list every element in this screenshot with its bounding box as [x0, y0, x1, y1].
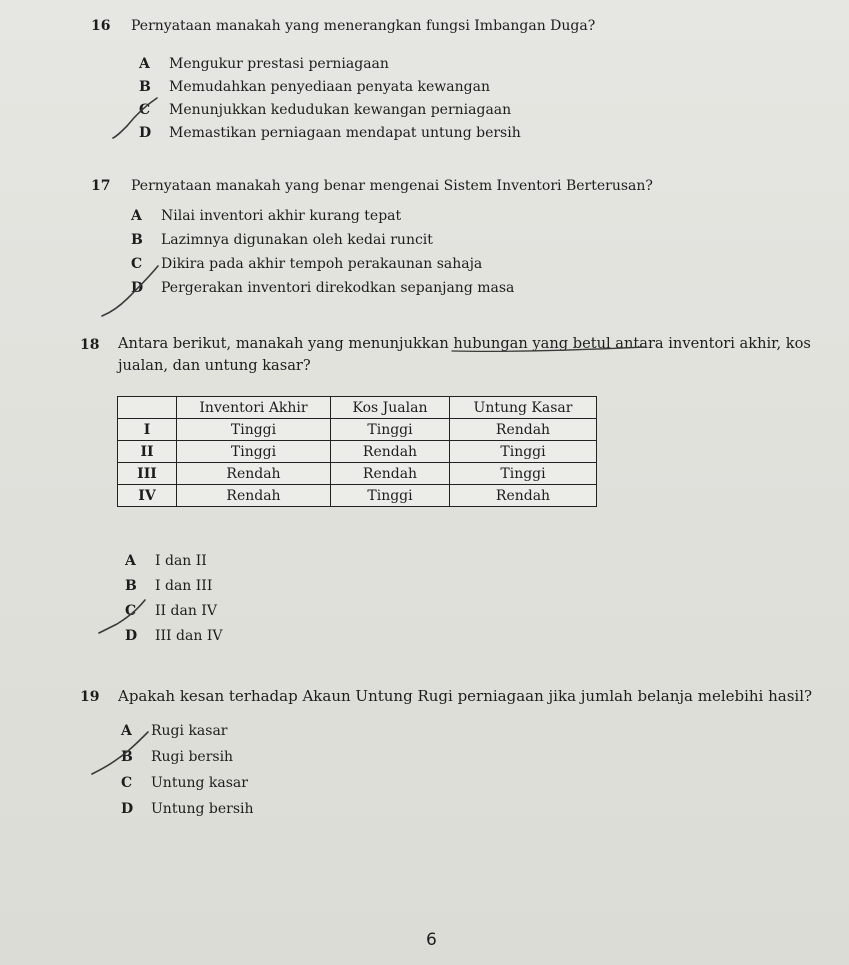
table-header-row [118, 397, 597, 419]
option-c[interactable]: C Dikira pada akhir tempoh perakaunan sahaja [131, 256, 483, 272]
option-c[interactable]: C Untung kasar [121, 775, 248, 791]
table-cell: Rendah [331, 463, 450, 485]
question-text: Apakah kesan terhadap Akaun Untung Rugi perniagaan jika jumlah belanja melebihi hasil? [118, 687, 813, 705]
table-cell: Tinggi [450, 441, 597, 463]
table-row [118, 463, 597, 485]
table-cell: III [118, 463, 177, 485]
option-b[interactable]: B Memudahkan penyediaan penyata kewangan [139, 79, 490, 95]
comparison-table [117, 396, 597, 507]
table-cell: I [118, 419, 177, 441]
pencil-answer-mark [88, 728, 158, 776]
question-text: Pernyataan manakah yang benar mengenai Sistem Inventori Berterusan? [131, 178, 653, 194]
option-a[interactable]: A I dan II [125, 553, 207, 569]
option-d[interactable]: D Memastikan perniagaan mendapat untung bersih [139, 125, 521, 141]
table-cell: Tinggi [177, 441, 331, 463]
option-b[interactable]: B I dan III [125, 578, 213, 594]
question-number: 18 [80, 337, 100, 353]
table-header-cell: Inventori Akhir [177, 397, 331, 419]
table-cell: Rendah [177, 463, 331, 485]
question-text-line-2: jualan, dan untung kasar? [118, 357, 311, 374]
table-row [118, 441, 597, 463]
pencil-underline [450, 343, 650, 355]
pencil-answer-mark [95, 596, 155, 636]
option-d[interactable]: D Pergerakan inventori direkodkan sepanjang masa [131, 280, 515, 296]
question-text-line-1: Antara berikut, manakah yang menunjukkan hubungan yang betul antara inventori akhir, kos [118, 335, 811, 352]
option-a[interactable]: A Rugi kasar [121, 723, 228, 739]
option-a[interactable]: A Mengukur prestasi perniagaan [139, 56, 389, 72]
table-cell: Tinggi [177, 419, 331, 441]
table-cell: Rendah [450, 485, 597, 507]
option-d[interactable]: D Untung bersih [121, 801, 254, 817]
table-header-cell: Untung Kasar [450, 397, 597, 419]
option-c[interactable]: C II dan IV [125, 603, 217, 619]
table-cell: Tinggi [331, 485, 450, 507]
table-cell: Tinggi [331, 419, 450, 441]
table-cell: Rendah [331, 441, 450, 463]
table-cell: II [118, 441, 177, 463]
table-header-cell [118, 397, 177, 419]
table-cell: Tinggi [450, 463, 597, 485]
table-cell: IV [118, 485, 177, 507]
option-c[interactable]: C Menunjukkan kedudukan kewangan perniagaan [139, 102, 512, 118]
table-header-cell: Kos Jualan [331, 397, 450, 419]
question-number: 17 [91, 178, 111, 194]
page-number: 6 [426, 930, 437, 950]
table-row [118, 485, 597, 507]
option-b[interactable]: B Rugi bersih [121, 749, 234, 765]
table-cell: Rendah [177, 485, 331, 507]
question-number: 19 [80, 689, 100, 705]
pencil-answer-mark [98, 262, 168, 318]
option-b[interactable]: B Lazimnya digunakan oleh kedai runcit [131, 232, 433, 248]
pencil-answer-mark [105, 92, 165, 142]
question-number: 16 [91, 18, 111, 34]
table-row [118, 419, 597, 441]
table-cell: Rendah [450, 419, 597, 441]
option-d[interactable]: D III dan IV [125, 628, 223, 644]
question-text: Pernyataan manakah yang menerangkan fungsi Imbangan Duga? [131, 18, 596, 34]
option-a[interactable]: A Nilai inventori akhir kurang tepat [131, 208, 402, 224]
